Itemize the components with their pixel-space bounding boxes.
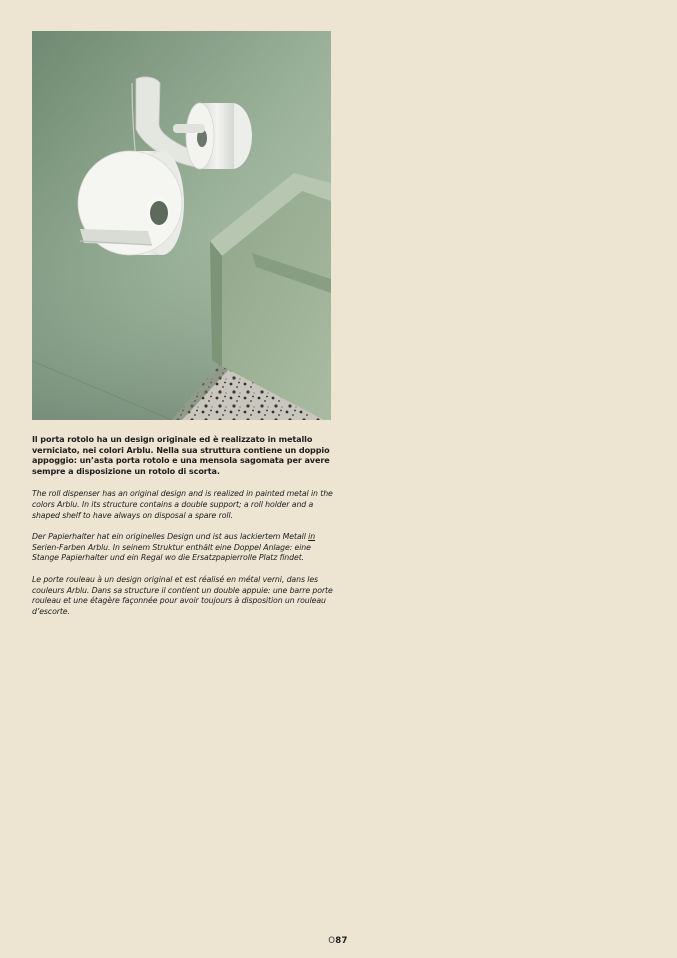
description-french: Le porte rouleau à un design original et est réalisé en métal verni, dans les couleurs Arblu. Dans sa structure il contient un double appuie: une barre porte rouleau et une étagère façonnée pour avoir toujours à disposition un rouleau d’escorte. [32,574,333,616]
description-german [32,532,337,564]
product-photo [32,31,331,420]
description-text [32,434,337,628]
description-german-underlined: in [308,532,316,542]
description-english: The roll dispenser has an original design and is realized in painted metal in the colors Arblu. In its structure contains a double support; a roll holder and a shaped shelf to have always on disposal a spare roll. [32,489,333,520]
description-german-part-2: Serien-Farben Arblu. In seinem Struktur enthält eine Doppel Anlage: eine Stange Papierhalter und ein Regal wo die Ersatzpapierrolle Platz findet. [32,542,311,563]
description-italian: Il porta rotolo ha un design originale ed è realizzato in metallo verniciato, nei colori Arblu. Nella sua struttura contiene un doppio appoggio: un’asta porta rotolo e una mensola sagomata per avere sempre a disposizione un rotolo di scorta. [32,434,330,476]
page-number-prefix: O [328,936,336,946]
description-german-part-1: Der Papierhalter hat ein originelles Design und ist aus lackiertem Metall [32,532,309,542]
page-number [318,936,358,946]
toilet-paper-holder-photo [32,31,331,420]
page-number-value: 87 [335,936,348,946]
